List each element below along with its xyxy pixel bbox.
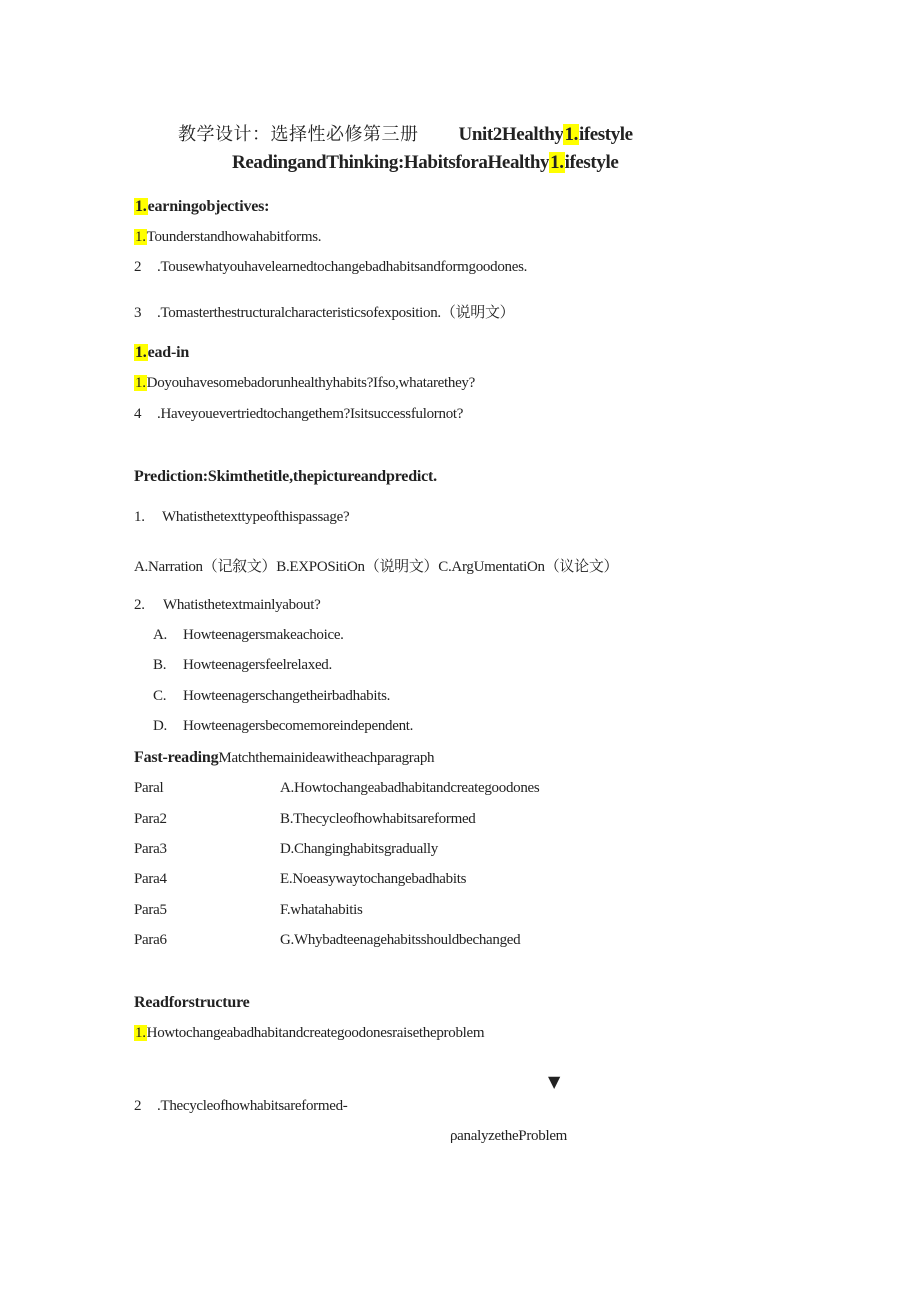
option-text: Howteenagersfeelrelaxed. (183, 657, 332, 673)
structure-number: 2 (134, 1098, 142, 1114)
objective-number: 2 (134, 259, 142, 275)
objective-text: .Tomasterthestructuralcharacteristicsofexposition.（说明文） (157, 305, 515, 321)
option-item (153, 688, 390, 705)
leadin-heading-highlight: 1. (135, 344, 147, 361)
option-item (153, 627, 344, 644)
structure-heading: Readforstructure (134, 994, 250, 1011)
prediction-question-2 (134, 597, 320, 614)
objective-item (134, 229, 321, 246)
objective-number: 1. (135, 229, 146, 245)
title-subtitle: ReadingandThinking:HabitsforaHealthy (232, 152, 550, 173)
title-subtitle-highlight: 1. (550, 152, 564, 173)
title-highlight: 1. (564, 124, 578, 145)
objective-item (134, 259, 527, 276)
prediction-heading: Prediction:Skimthetitle,thepictureandpredict. (134, 468, 437, 485)
objective-text: Tounderstandhowahabitforms. (146, 229, 322, 245)
match-para: Paral (134, 780, 164, 796)
structure-item-2-sub: ρanalyzetheProblem (450, 1128, 568, 1144)
leadin-heading-text: ead-in (147, 344, 190, 361)
match-idea: F.whatahabitis (280, 902, 363, 918)
option-text: Howteenagerschangetheirbadhabits. (183, 688, 391, 704)
title-subtitle-rest: ifestyle (564, 152, 619, 173)
leadin-text: Doyouhavesomebadorunhealthyhabits?Ifso,whatarethey? (146, 375, 475, 391)
structure-text: .Thecycleofhowhabitsareformed- (157, 1098, 348, 1114)
leadin-item (134, 375, 475, 392)
match-idea: B.Thecycleofhowhabitsareformed (280, 811, 476, 827)
match-para: Para6 (134, 932, 167, 948)
match-idea: D.Changinghabitsgradually (280, 841, 438, 857)
prediction-question-1 (134, 509, 349, 526)
leadin-heading (134, 344, 189, 362)
objectives-heading-highlight: 1. (135, 198, 147, 215)
leadin-number: 4 (134, 406, 142, 422)
objectives-heading-text: earningobjectives: (147, 198, 270, 215)
match-idea: E.Noeasywaytochangebadhabits (280, 871, 467, 887)
question-number: 1. (134, 509, 145, 525)
objective-text: .Tousewhatyouhavelearnedtochangebadhabitsandformgoodones. (157, 259, 528, 275)
question-text: Whatisthetexttypeofthispassage? (162, 509, 350, 525)
document-title-line1 (178, 120, 633, 146)
structure-item-1 (134, 1025, 484, 1042)
option-item (153, 657, 332, 674)
fastreading-heading (134, 749, 434, 767)
structure-item-2 (134, 1098, 348, 1115)
match-para: Para3 (134, 841, 167, 857)
title-unit-rest: ifestyle (578, 124, 633, 145)
title-chinese: 教学设计：选择性必修第三册 (178, 124, 419, 145)
leadin-number: 1. (135, 375, 146, 391)
prediction-question-1-options: A.Narration（记叙文）B.EXPOSitiOn（说明文）C.ArgUmentatiOn（议论文） (134, 559, 619, 575)
fastreading-heading-text: Matchthemainideawitheachparagraph (218, 750, 435, 766)
question-number: 2. (134, 597, 145, 613)
option-letter: D. (153, 718, 167, 734)
option-text: Howteenagersmakeachoice. (183, 627, 344, 643)
option-letter: B. (153, 657, 167, 673)
question-text: Whatisthetextmainlyabout? (163, 597, 321, 613)
match-para: Para5 (134, 902, 167, 918)
match-para: Para2 (134, 811, 167, 827)
option-text: Howteenagersbecomemoreindependent. (183, 718, 414, 734)
down-arrow-icon: ▼ (548, 1072, 561, 1091)
option-item (153, 718, 413, 735)
objectives-heading (134, 198, 269, 216)
leadin-text: .Haveyouevertriedtochangethem?Isitsuccessfulornot? (157, 406, 464, 422)
objective-number: 3 (134, 305, 142, 321)
title-unit: Unit2Healthy (458, 124, 564, 145)
fastreading-heading-bold: Fast-reading (134, 749, 219, 766)
document-title-line2 (232, 152, 618, 174)
leadin-item (134, 406, 463, 423)
structure-number: 1. (135, 1025, 146, 1041)
structure-text: Howtochangeabadhabitandcreategoodonesraisetheproblem (146, 1025, 485, 1041)
match-idea: G.Whybadteenagehabitsshouldbechanged (280, 932, 521, 948)
match-para: Para4 (134, 871, 167, 887)
option-letter: A. (153, 627, 167, 643)
match-idea: A.Howtochangeabadhabitandcreategoodones (280, 780, 540, 796)
objective-item (134, 301, 514, 322)
option-letter: C. (153, 688, 167, 704)
